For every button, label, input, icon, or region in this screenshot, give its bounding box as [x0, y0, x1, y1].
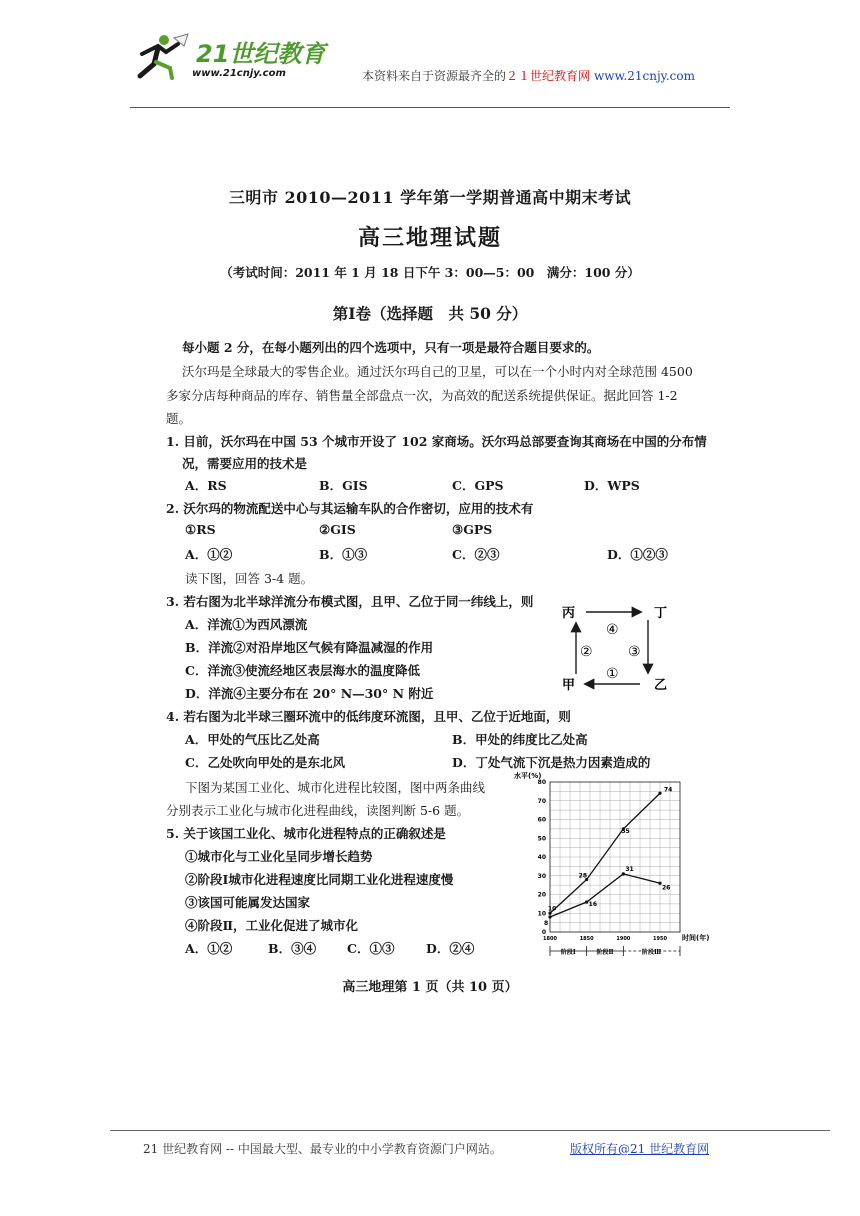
site-logo[interactable]: [136, 32, 336, 84]
label-current-3: ③: [628, 644, 641, 660]
data-label: 16: [588, 901, 598, 908]
q1-stem-line1: 1. 目前，沃尔玛在中国 53 个城市开设了 102 家商场。沃尔玛总部要查询其商场在中国的分布情: [166, 434, 707, 449]
y-tick-label: 80: [537, 779, 546, 786]
subject-title: 高三地理试题: [357, 225, 502, 251]
data-label: 74: [664, 786, 673, 794]
stage-label: 阶段Ⅲ: [642, 949, 662, 956]
q4-stem: 4. 若右图为北半球三圈环流中的低纬度环流图，且甲、乙位于近地面，则: [166, 709, 571, 724]
stage-label: 阶段Ⅰ: [560, 949, 576, 956]
x-tick-label: 1850: [579, 936, 594, 942]
data-label: 8: [544, 920, 549, 927]
header-source-note: [362, 67, 695, 84]
label-ding: 丁: [654, 606, 668, 621]
q2-option-b[interactable]: B．①③: [319, 547, 368, 562]
header-divider: [130, 107, 730, 108]
q4-option-c[interactable]: C．乙处吹向甲处的是东北风: [185, 755, 345, 770]
series-line-2: [550, 874, 660, 917]
q5-option-b[interactable]: B．③④: [268, 941, 317, 956]
q2-item-2: ②GIS: [319, 522, 356, 537]
runner-figure-icon: [140, 34, 188, 78]
q3-option-b[interactable]: B．洋流②对沿岸地区气候有降温减湿的作用: [185, 640, 434, 655]
header-url-link[interactable]: www.21cnjy.com: [594, 69, 695, 83]
header-note-prefix: 本资料来自于资源最齐全的: [362, 69, 507, 83]
chart-ylabel: 水平(%): [514, 772, 542, 780]
x-tick-label: 1900: [616, 936, 631, 942]
stage-label: 阶段Ⅱ: [596, 949, 614, 956]
logo-text: 21世纪教育: [196, 40, 326, 68]
q4-option-a[interactable]: A．甲处的气压比乙处高: [185, 732, 320, 747]
q2-option-d[interactable]: D．①②③: [607, 547, 668, 562]
header-site-link[interactable]: ２１世纪教育网: [506, 69, 591, 83]
q2-item-1: ①RS: [185, 522, 216, 537]
y-tick-label: 20: [537, 891, 546, 899]
q3-option-d[interactable]: D．洋流④主要分布在 20° N—30° N 附近: [185, 686, 434, 701]
y-tick-label: 40: [537, 854, 546, 861]
q5-item-1: ①城市化与工业化呈同步增长趋势: [185, 849, 373, 864]
y-tick-label: 30: [537, 872, 546, 880]
q5-option-c[interactable]: C．①③: [347, 941, 395, 956]
q1-option-c[interactable]: C．GPS: [452, 478, 504, 493]
passage1-line3: 题。: [166, 411, 192, 426]
label-bing: 丙: [562, 606, 576, 621]
instructions: 每小题 2 分，在每小题列出的四个选项中，只有一项是最符合题目要求的。: [182, 340, 600, 355]
footer-copyright-link[interactable]: 版权所有@21 世纪教育网: [570, 1142, 710, 1156]
current-diagram: [560, 600, 680, 695]
q5-item-3: ③该国可能属发达国家: [185, 895, 311, 910]
q5-stem: 5. 关于该国工业化、城市化进程特点的正确叙述是: [166, 826, 446, 841]
y-tick-label: 0: [541, 929, 546, 936]
y-tick-label: 60: [537, 816, 546, 824]
label-yi: 乙: [654, 678, 668, 693]
q5-option-a[interactable]: A．①②: [185, 941, 233, 956]
q4-option-b[interactable]: B．甲处的纬度比乙处高: [452, 732, 588, 747]
q2-option-a[interactable]: A．①②: [185, 547, 233, 562]
data-label: 26: [662, 884, 671, 892]
passage2-line1: 下图为某国工业化、城市化进程比较图，图中两条曲线: [185, 780, 486, 795]
data-label: 31: [625, 865, 634, 873]
q2-stem: 2. 沃尔玛的物流配送中心与其运输车队的合作密切，应用的技术有: [166, 501, 534, 516]
data-label: 55: [621, 827, 630, 835]
data-point: [658, 792, 661, 795]
q4-option-d[interactable]: D．丁处气流下沉是热力因素造成的: [452, 755, 651, 770]
label-jia: 甲: [562, 678, 576, 693]
label-current-4: ④: [606, 622, 619, 638]
series-line-1: [550, 793, 660, 913]
y-tick-label: 10: [537, 910, 546, 918]
q3-option-c[interactable]: C．洋流③使流经地区表层海水的温度降低: [185, 663, 420, 678]
q2-option-c[interactable]: C．②③: [452, 547, 500, 562]
footer-text: 21 世纪教育网 -- 中国最大型、最专业的中小学教育资源门户网站。: [143, 1142, 502, 1156]
data-label: 10: [548, 905, 557, 913]
label-current-1: ①: [606, 666, 619, 682]
y-tick-label: 50: [537, 835, 546, 843]
exam-info: （考试时间：2011 年 1 月 18 日下午 3：00—5：00 满分：100 分）: [220, 265, 640, 280]
q1-option-a[interactable]: A．RS: [185, 478, 227, 493]
q1-option-b[interactable]: B．GIS: [319, 478, 368, 493]
y-tick-label: 70: [537, 797, 546, 805]
passage2-line2: 分别表示工业化与城市化进程曲线，读图判断 5-6 题。: [166, 803, 470, 818]
q3-option-a[interactable]: A．洋流①为西风漂流: [185, 617, 308, 632]
industrialization-urbanization-chart: [510, 770, 720, 970]
passage1-line2: 多家分店每种商品的库存、销售量全部盘点一次，为高效的配送系统提供保证。据此回答 1-2: [166, 388, 678, 403]
part-title: 第Ⅰ卷（选择题 共 50 分）: [332, 304, 528, 323]
footer-divider: [110, 1130, 830, 1131]
x-tick-label: 1950: [653, 936, 667, 942]
label-current-2: ②: [580, 644, 593, 660]
q1-stem-line2: 况，需要应用的技术是: [182, 456, 308, 471]
x-tick-label: 1800: [543, 936, 557, 942]
q3-stem: 3. 若右图为北半球洋流分布模式图，且甲、乙位于同一纬线上，则: [166, 594, 534, 609]
page-number: 高三地理第 1 页（共 10 页）: [342, 980, 518, 995]
q5-item-2: ②阶段Ⅰ城市化进程速度比同期工业化进程速度慢: [185, 872, 454, 887]
q2-item-3: ③GPS: [452, 522, 493, 537]
data-point: [548, 915, 551, 918]
exam-title: 三明市 2010—2011 学年第一学期普通高中期末考试: [228, 188, 632, 207]
logo-url: www.21cnjy.com: [192, 68, 286, 79]
read-figure-note: 读下图，回答 3-4 题。: [185, 571, 314, 586]
passage1-line1: 沃尔玛是全球最大的零售企业。通过沃尔玛自己的卫星，可以在一个小时内对全球范围 4500: [182, 364, 693, 379]
q1-option-d[interactable]: D．WPS: [584, 478, 640, 493]
q5-option-d[interactable]: D．②④: [426, 941, 475, 956]
data-label: 28: [578, 872, 588, 880]
chart-xlabel: 时间(年): [682, 934, 710, 942]
q5-item-4: ④阶段Ⅱ，工业化促进了城市化: [185, 918, 359, 933]
